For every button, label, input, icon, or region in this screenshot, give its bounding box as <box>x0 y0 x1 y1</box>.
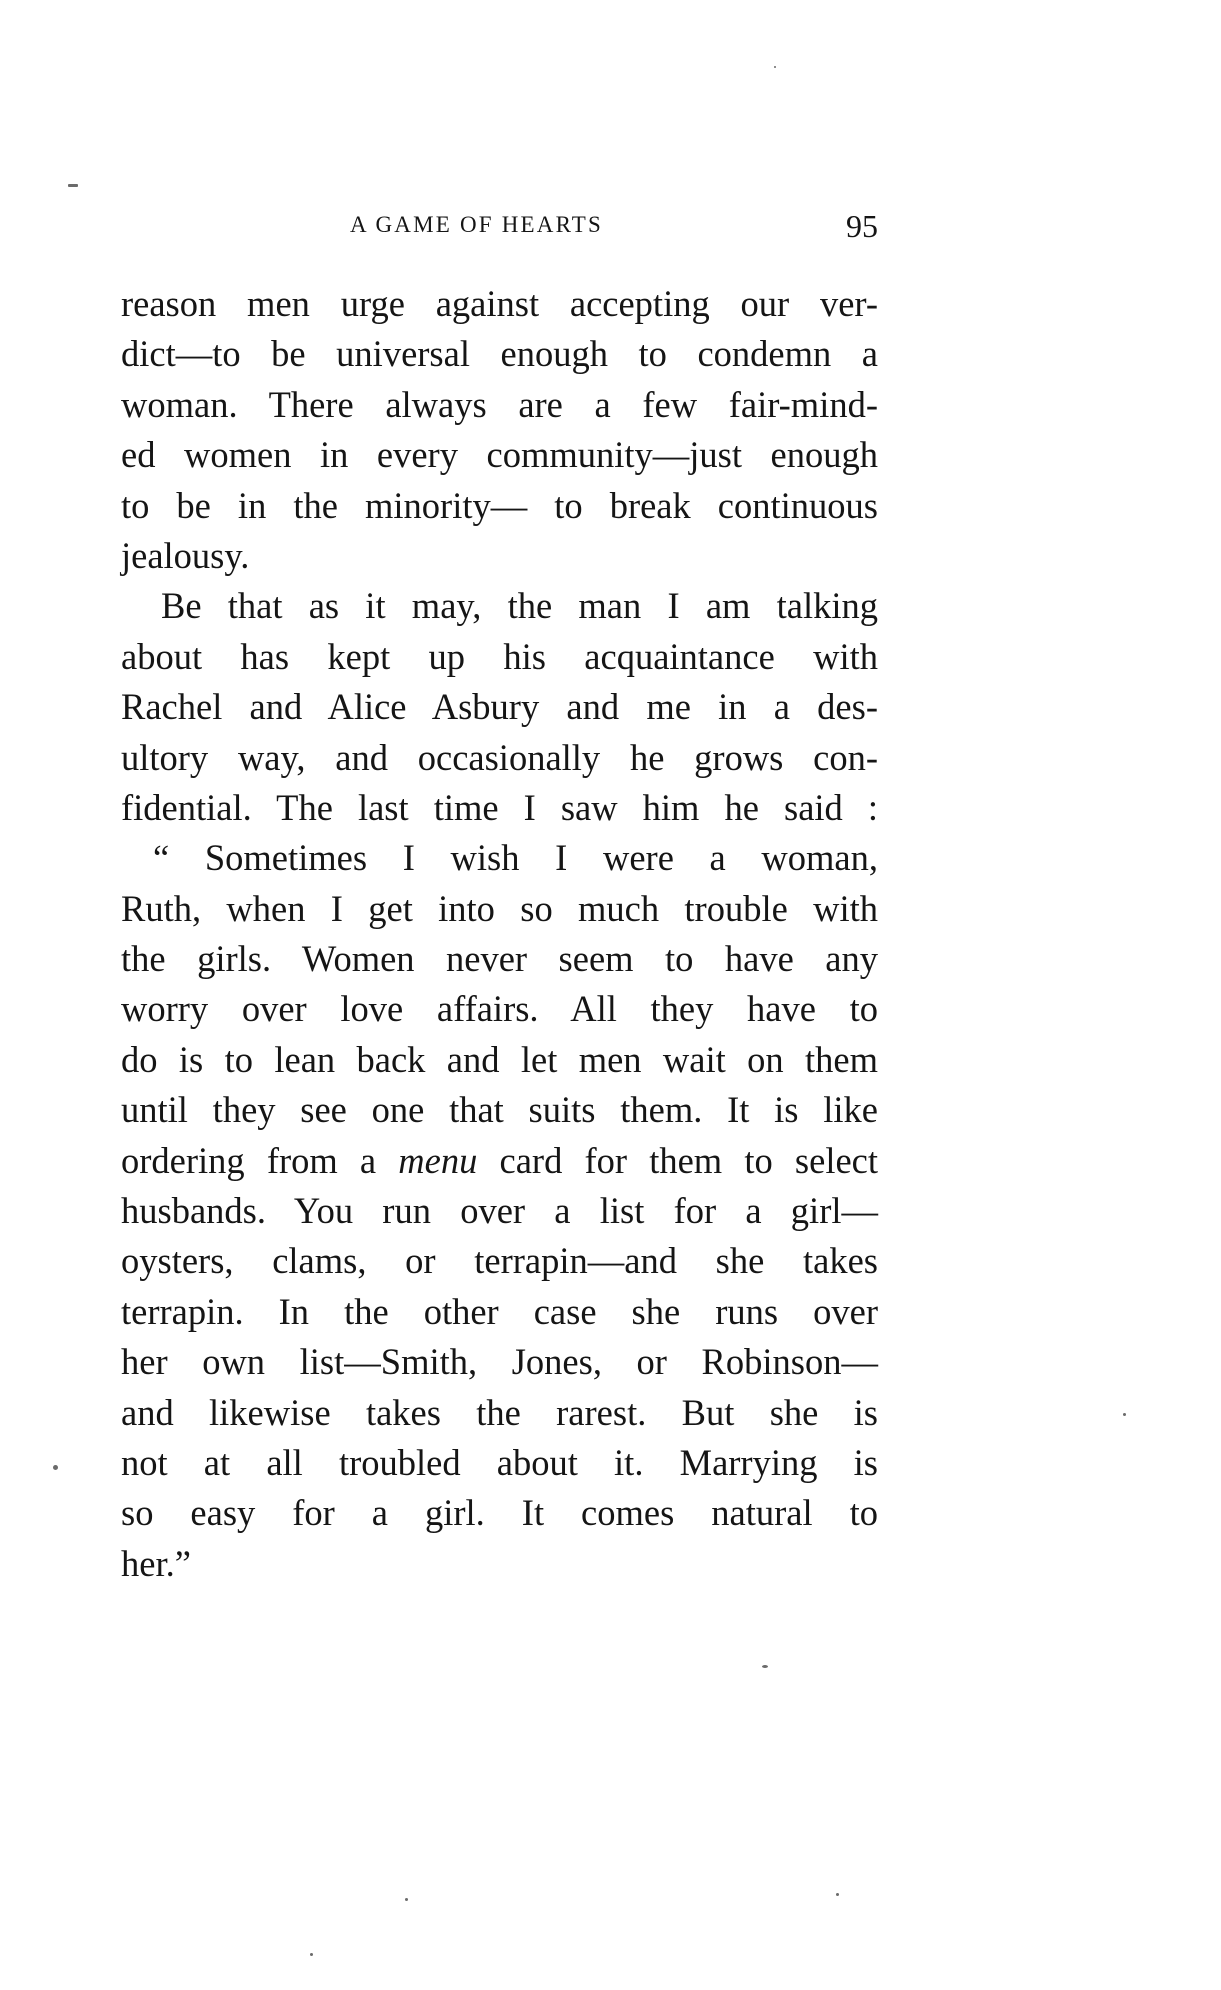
page-number: 95 <box>846 208 878 244</box>
text-line: and likewise takes the rarest. But she is <box>121 1391 878 1433</box>
scan-speck <box>762 1665 768 1668</box>
body-text <box>121 279 878 1589</box>
text-line: jealousy. <box>121 534 250 576</box>
text-line: to be in the minority— to break continuous <box>121 484 878 526</box>
text-segment: ordering from a <box>121 1139 399 1181</box>
text-line: until they see one that suits them. It is like <box>121 1089 878 1131</box>
scan-speck <box>836 1893 839 1896</box>
scan-speck <box>53 1465 58 1470</box>
text-line: oysters, clams, or terrapin—and she takes <box>121 1240 878 1282</box>
text-line: “ Sometimes I wish I were a woman, <box>153 837 878 879</box>
text-line: dict—to be universal enough to condemn a <box>121 333 878 375</box>
scan-speck <box>1123 1413 1126 1416</box>
emphasized-word: menu <box>398 1139 478 1181</box>
text-line: ultory way, and occasionally he grows con- <box>121 736 878 778</box>
text-line: Rachel and Alice Asbury and me in a des- <box>121 686 878 728</box>
text-line: Be that as it may, the man I am talking <box>161 585 878 627</box>
text-line: husbands. You run over a list for a girl— <box>121 1190 878 1232</box>
text-line: not at all troubled about it. Marrying is <box>121 1441 878 1483</box>
text-line: worry over love affairs. All they have to <box>121 988 878 1030</box>
text-line: do is to lean back and let men wait on them <box>121 1038 878 1080</box>
text-line: Ruth, when I get into so much trouble with <box>121 887 878 929</box>
text-line: her own list—Smith, Jones, or Robinson— <box>121 1341 878 1383</box>
scan-speck <box>774 66 776 68</box>
text-line: terrapin. In the other case she runs over <box>121 1290 878 1332</box>
text-line: so easy for a girl. It comes natural to <box>121 1492 878 1534</box>
text-line: her.” <box>121 1542 191 1584</box>
text-line <box>121 1136 878 1186</box>
text-line: reason men urge against accepting our ver- <box>121 283 878 324</box>
text-line: fidential. The last time I saw him he said : <box>121 786 878 828</box>
scan-speck <box>405 1898 408 1901</box>
running-head: A GAME OF HEARTS <box>350 212 603 237</box>
text-line: ed women in every community—just enough <box>121 434 878 476</box>
page-header <box>121 208 878 248</box>
text-line: woman. There always are a few fair-mind- <box>121 383 878 425</box>
scan-speck <box>310 1953 313 1956</box>
text-line: the girls. Women never seem to have any <box>121 938 878 980</box>
text-segment: card for them to select <box>477 1139 878 1181</box>
text-line: about has kept up his acquaintance with <box>121 635 878 677</box>
scan-speck <box>68 184 78 187</box>
